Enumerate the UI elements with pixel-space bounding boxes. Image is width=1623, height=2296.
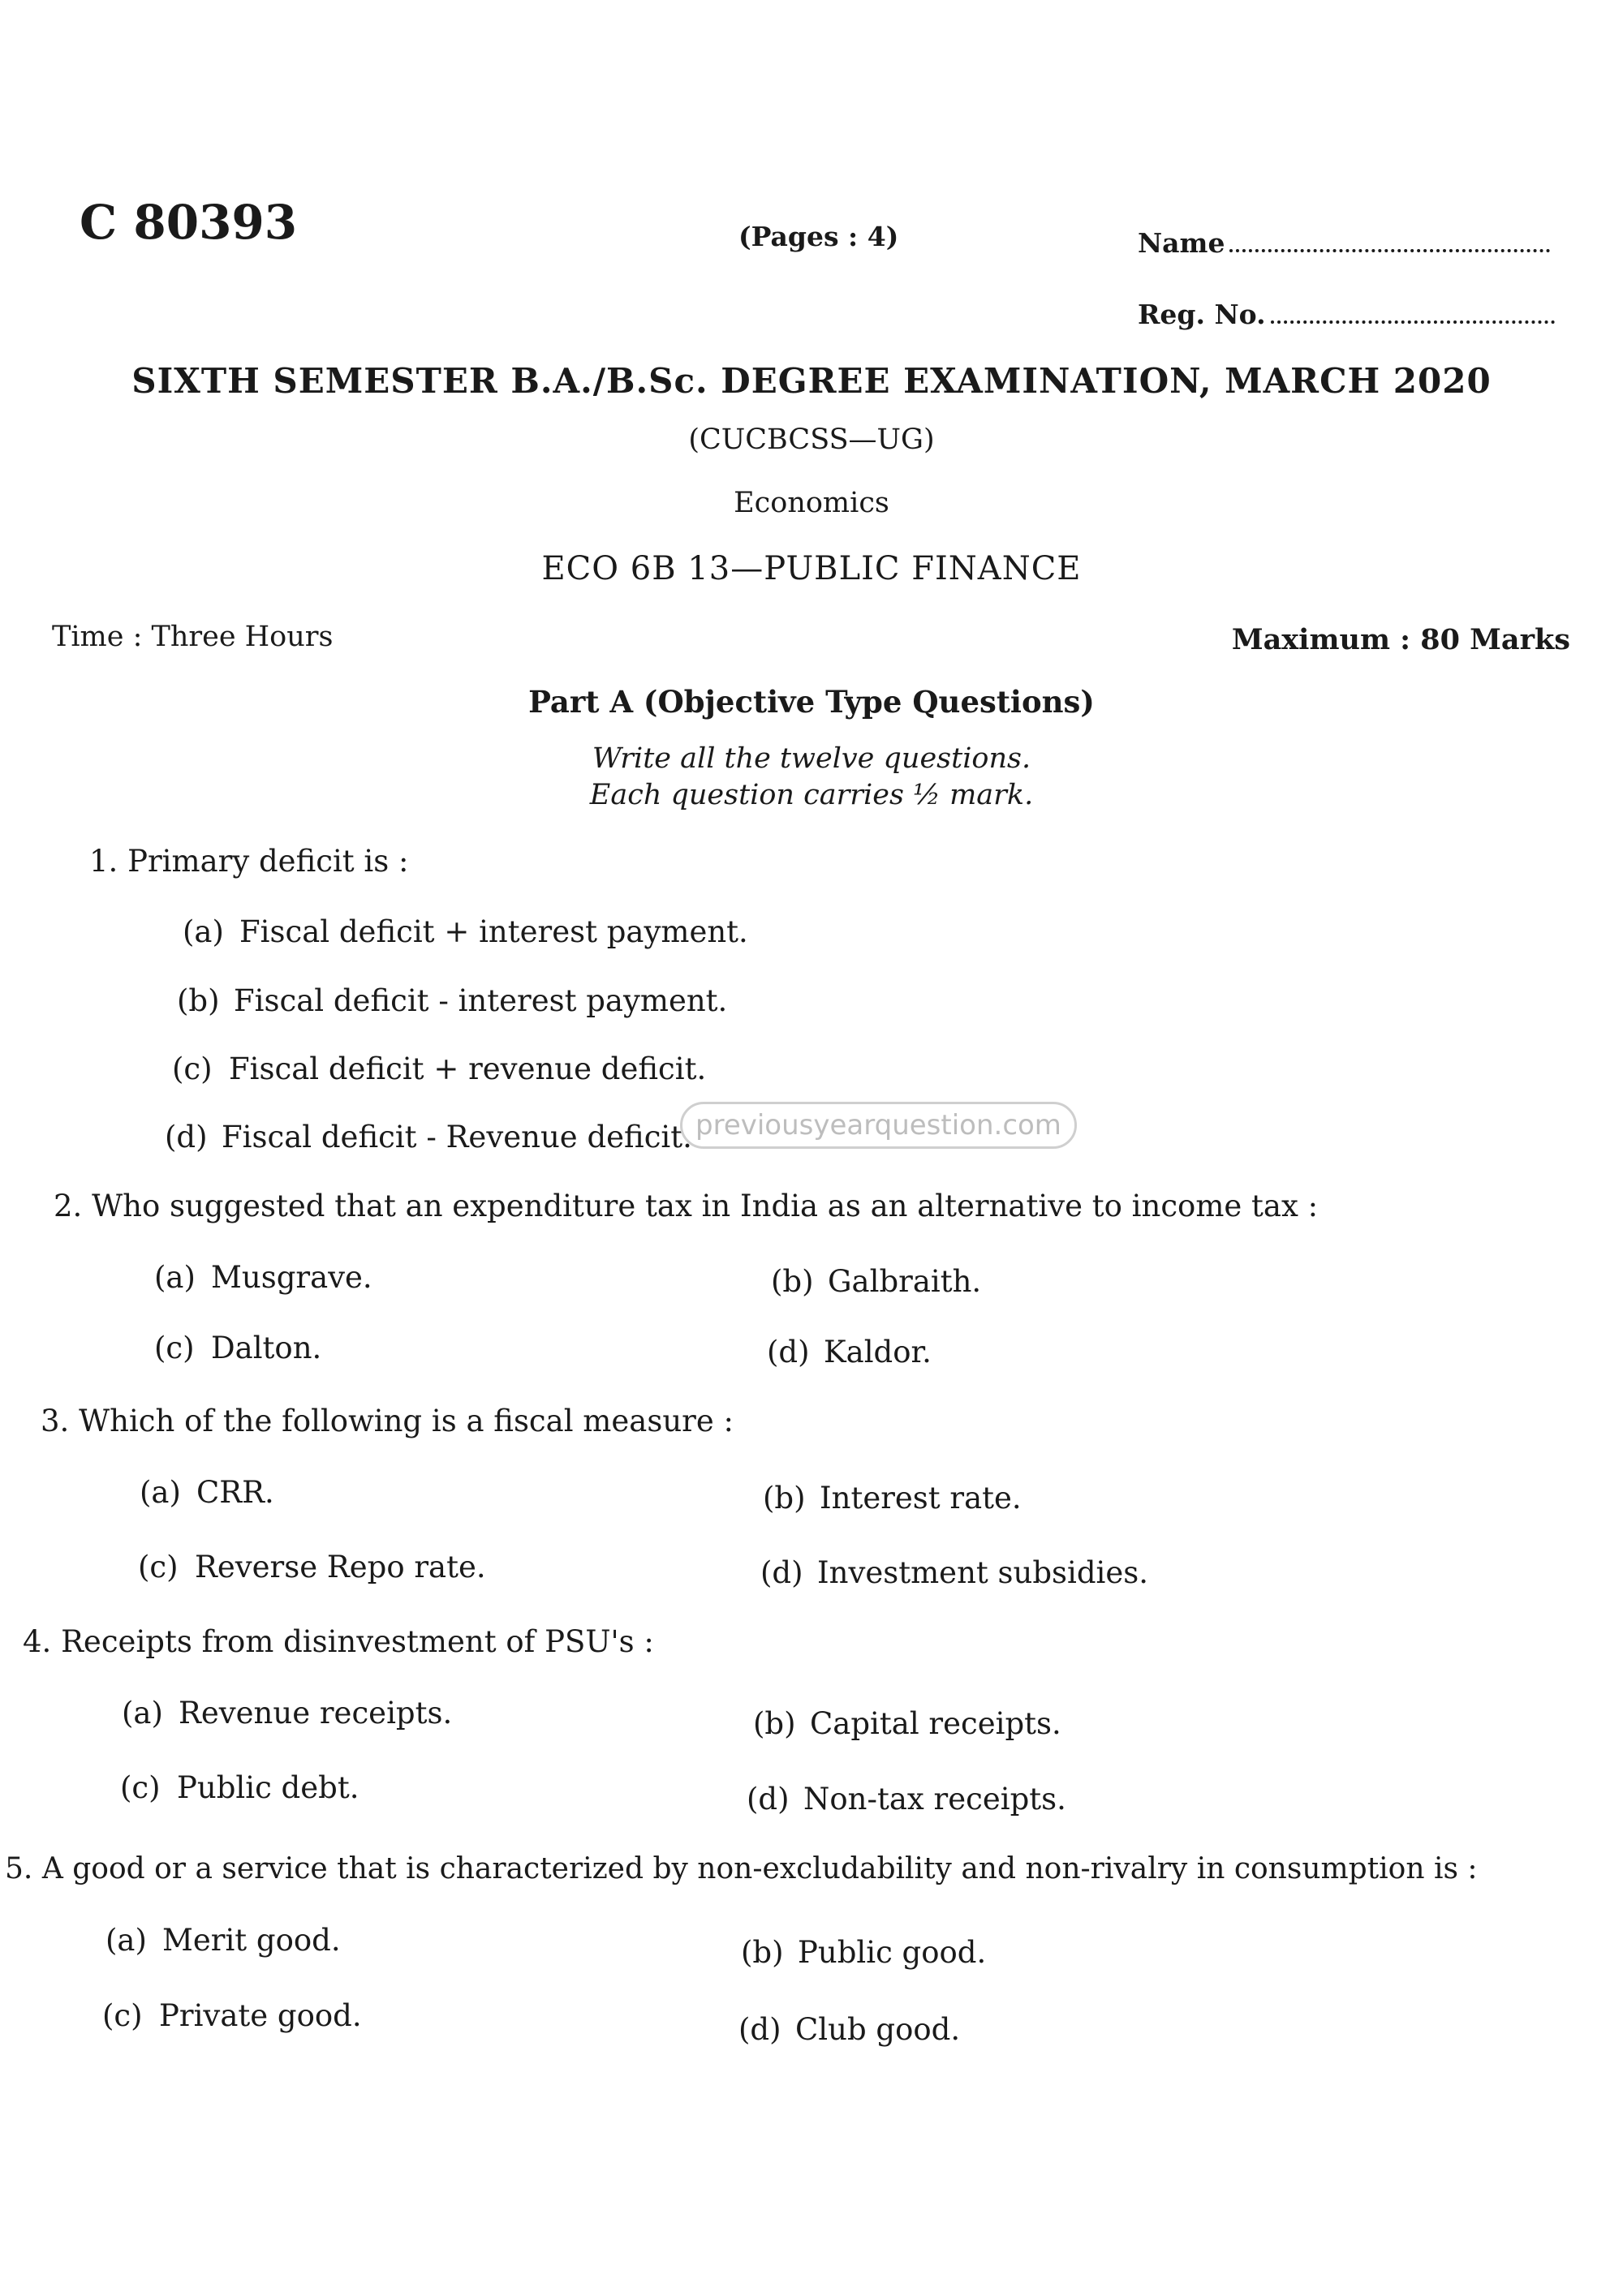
option-text: Public debt. xyxy=(177,1770,359,1805)
question-2 xyxy=(54,1189,1318,1223)
option-label: (b) xyxy=(771,1264,814,1299)
paper-title: ECO 6B 13—PUBLIC FINANCE xyxy=(541,550,1082,587)
option-text: Public good. xyxy=(798,1935,987,1970)
option-label: (a) xyxy=(105,1923,147,1958)
question-text: Who suggested that an expenditure tax in India as an alternative to income tax : xyxy=(92,1189,1319,1223)
question-number: 4. xyxy=(23,1624,52,1659)
question-text: Which of the following is a fiscal measure : xyxy=(79,1404,734,1438)
q1-option-b xyxy=(177,983,727,1018)
q4-option-a xyxy=(122,1696,452,1731)
option-label: (d) xyxy=(165,1120,208,1154)
option-text: Merit good. xyxy=(162,1923,341,1958)
q4-option-c xyxy=(120,1770,359,1805)
option-text: Galbraith. xyxy=(828,1264,982,1299)
q1-option-c xyxy=(172,1051,706,1086)
option-label: (c) xyxy=(138,1550,179,1584)
option-label: (d) xyxy=(738,2012,781,2047)
question-number: 5. xyxy=(5,1852,33,1885)
q3-option-d xyxy=(760,1555,1148,1590)
option-label: (c) xyxy=(154,1331,195,1365)
page-count: (Pages : 4) xyxy=(738,221,899,252)
option-text: Dalton. xyxy=(211,1331,322,1365)
reg-no-field xyxy=(1138,299,1555,330)
q4-option-d xyxy=(747,1782,1066,1817)
name-dotted-line xyxy=(1229,230,1550,252)
q2-option-c xyxy=(154,1331,321,1365)
time-allowed: Time : Three Hours xyxy=(52,621,334,653)
option-text: Private good. xyxy=(159,1998,362,2033)
option-text: Musgrave. xyxy=(211,1260,372,1295)
option-label: (c) xyxy=(120,1770,161,1805)
option-label: (d) xyxy=(747,1782,790,1817)
question-number: 2. xyxy=(54,1189,83,1223)
option-text: Capital receipts. xyxy=(810,1706,1061,1741)
option-label: (b) xyxy=(741,1935,784,1970)
q2-option-d xyxy=(767,1335,932,1369)
question-text: Primary deficit is : xyxy=(127,844,409,879)
question-5 xyxy=(5,1852,1478,1885)
option-text: Kaldor. xyxy=(824,1335,932,1369)
q5-option-b xyxy=(741,1935,986,1970)
option-label: (a) xyxy=(154,1260,196,1295)
option-label: (a) xyxy=(122,1696,163,1731)
option-text: Reverse Repo rate. xyxy=(195,1550,486,1584)
question-text: A good or a service that is characterized by non-excludability and non-rivalry in consumption is : xyxy=(41,1852,1478,1885)
question-4 xyxy=(23,1624,654,1659)
option-label: (c) xyxy=(172,1051,213,1086)
option-label: (b) xyxy=(763,1481,806,1516)
question-1 xyxy=(89,844,408,879)
paper-code: C 80393 xyxy=(80,195,298,250)
q5-option-c xyxy=(102,1998,362,2033)
name-label: Name xyxy=(1138,227,1225,259)
option-label: (d) xyxy=(760,1555,803,1590)
question-number: 3. xyxy=(41,1404,70,1438)
option-text: Fiscal deficit - interest payment. xyxy=(234,983,728,1018)
option-label: (d) xyxy=(767,1335,810,1369)
name-field xyxy=(1138,227,1550,259)
option-label: (c) xyxy=(102,1998,143,2033)
option-text: Club good. xyxy=(795,2012,961,2047)
q3-option-c xyxy=(138,1550,486,1584)
reg-no-label: Reg. No. xyxy=(1138,299,1266,330)
option-label: (a) xyxy=(183,914,224,949)
question-3 xyxy=(41,1404,734,1438)
subject: Economics xyxy=(734,487,889,519)
option-label: (b) xyxy=(753,1706,796,1741)
option-text: Investment subsidies. xyxy=(817,1555,1149,1590)
q4-option-b xyxy=(753,1706,1061,1741)
q3-option-a xyxy=(140,1475,274,1510)
part-title: Part A (Objective Type Questions) xyxy=(528,684,1095,720)
exam-title: SIXTH SEMESTER B.A./B.Sc. DEGREE EXAMINATION, MARCH 2020 xyxy=(131,361,1492,401)
question-number: 1. xyxy=(89,844,118,879)
question-text: Receipts from disinvestment of PSU's : xyxy=(61,1624,654,1659)
instruction-line-1: Write all the twelve questions. xyxy=(592,742,1031,775)
q5-option-a xyxy=(105,1923,341,1958)
option-label: (b) xyxy=(177,983,220,1018)
q3-option-b xyxy=(763,1481,1022,1516)
q2-option-a xyxy=(154,1260,372,1295)
q1-option-d xyxy=(165,1120,692,1154)
option-text: CRR. xyxy=(196,1475,274,1510)
scheme: (CUCBCSS—UG) xyxy=(688,424,935,456)
watermark: previousyearquestion.com xyxy=(680,1102,1077,1149)
option-text: Revenue receipts. xyxy=(179,1696,453,1731)
option-label: (a) xyxy=(140,1475,181,1510)
option-text: Non-tax receipts. xyxy=(803,1782,1066,1817)
reg-no-dotted-line xyxy=(1271,301,1555,324)
option-text: Fiscal deficit + interest payment. xyxy=(239,914,748,949)
maximum-marks: Maximum : 80 Marks xyxy=(1231,623,1570,656)
instruction-line-2: Each question carries ½ mark. xyxy=(589,779,1034,811)
option-text: Fiscal deficit + revenue deficit. xyxy=(229,1051,707,1086)
q5-option-d xyxy=(738,2012,960,2047)
option-text: Interest rate. xyxy=(820,1481,1022,1516)
option-text: Fiscal deficit - Revenue deficit. xyxy=(222,1120,692,1154)
q1-option-a xyxy=(183,914,748,949)
q2-option-b xyxy=(771,1264,981,1299)
